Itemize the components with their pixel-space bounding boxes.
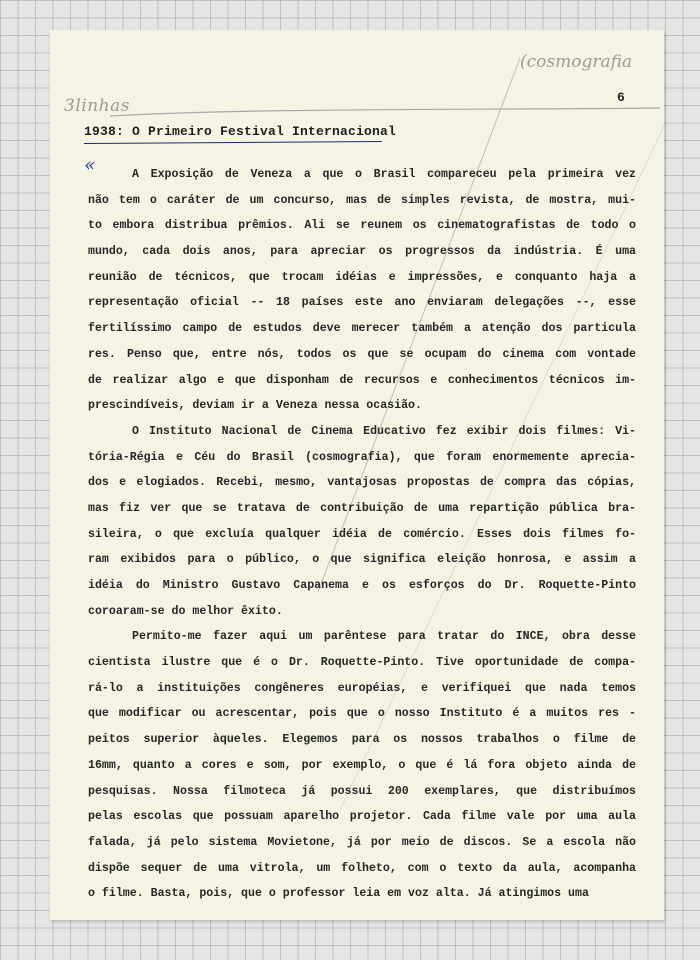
margin-note-left: 3linhas [64,96,130,116]
text-line: reunião de técnicos, que trocam idéias e impressões, e conquanto haja a [88,270,636,284]
text-line: de realizar algo e que disponham de recursos e conhecimentos técnicos im- [88,373,636,387]
heading-underline [84,141,382,144]
text-line: pesquisas. Nossa filmoteca já possui 200 exemplares, que distribuímos [88,784,636,798]
text-line: ram exibidos para o público, o que significa eleição honrosa, e assim a [88,553,636,567]
text-line: peitos superior àqueles. Elegemos para os nossos trabalhos o filme de [88,733,636,747]
text-line: idéia do Ministro Gustavo Capanema e os esforços do Dr. Roquette-Pinto [88,579,636,592]
text-line: sileira, o que excluía qualquer idéia de comércio. Esses dois filmes fo- [88,527,636,541]
text-line: prescindíveis, deviam ir a Veneza nessa ocasião. [88,399,422,413]
text-line: fertilíssimo campo de estudos deve merecer também a atenção dos particula [88,322,636,336]
page-number: 6 [617,90,625,105]
text-line: não tem o caráter de um concurso, mas de simples revista, de mostra, mui- [88,193,636,207]
page-heading: 1938: O Primeiro Festival Internacional [84,124,397,139]
text-line: coroaram-se do melhor êxito. [88,604,283,618]
text-line: dos e elogiados. Recebi, mesmo, vantajosas propostas de compra das cópias, [88,476,636,490]
pencil-underline-stroke [110,108,660,116]
text-line: falada, já pelo sistema Movietone, já por meio de discos. Se a escola não [88,835,636,849]
text-line: mundo, cada dois anos, para apreciar os progressos da indústria. É uma [88,245,636,259]
document-page [50,30,664,920]
text-line: 16mm, quanto a cores e som, por exemplo, o que é lá fora objeto ainda de [88,758,636,772]
text-line: A Exposição de Veneza a que o Brasil compareceu pela primeira vez [132,168,636,181]
text-line: tória-Régia e Céu do Brasil (cosmografia), que foram enormemente aprecia- [88,450,636,464]
text-line: pelas escolas que possuam aparelho projetor. Cada filme vale por uma aula [88,810,636,824]
text-line: mas fiz ver que se tratava de contribuição de uma repartição pública bra- [88,501,636,515]
text-line: res. Penso que, entre nós, todos os que se ocupam do cinema com vontade [88,347,636,361]
text-line: to embora distribua prêmios. Ali se reunem os cinematografistas de todo o [88,219,636,233]
text-line: O Instituto Nacional de Cinema Educativo fez exibir dois filmes: Vi- [132,424,636,438]
quote-mark-annotation: « [84,154,96,176]
text-line: rá-lo a instituições congêneres européias, e verifiquei que nada temos [88,681,636,695]
text-line: o filme. Basta, pois, que o professor leia em voz alta. Já atingimos uma [88,887,589,901]
text-line: que modificar ou acrescentar, pois que o nosso Instituto é a muitos res - [88,707,636,721]
text-line: dispõe sequer de uma vitrola, um folheto, com o texto da aula, acompanha [88,861,636,875]
text-line: Permito-me fazer aqui um parêntese para tratar do INCE, obra desse [132,630,636,644]
text-line: representação oficial -- 18 países este ano enviaram delegações --, esse [88,296,636,310]
body-text [88,162,636,907]
margin-note-right: (cosmografia [520,52,633,72]
text-line: cientista ilustre que é o Dr. Roquette-Pinto. Tive oportunidade de compa- [88,656,636,670]
